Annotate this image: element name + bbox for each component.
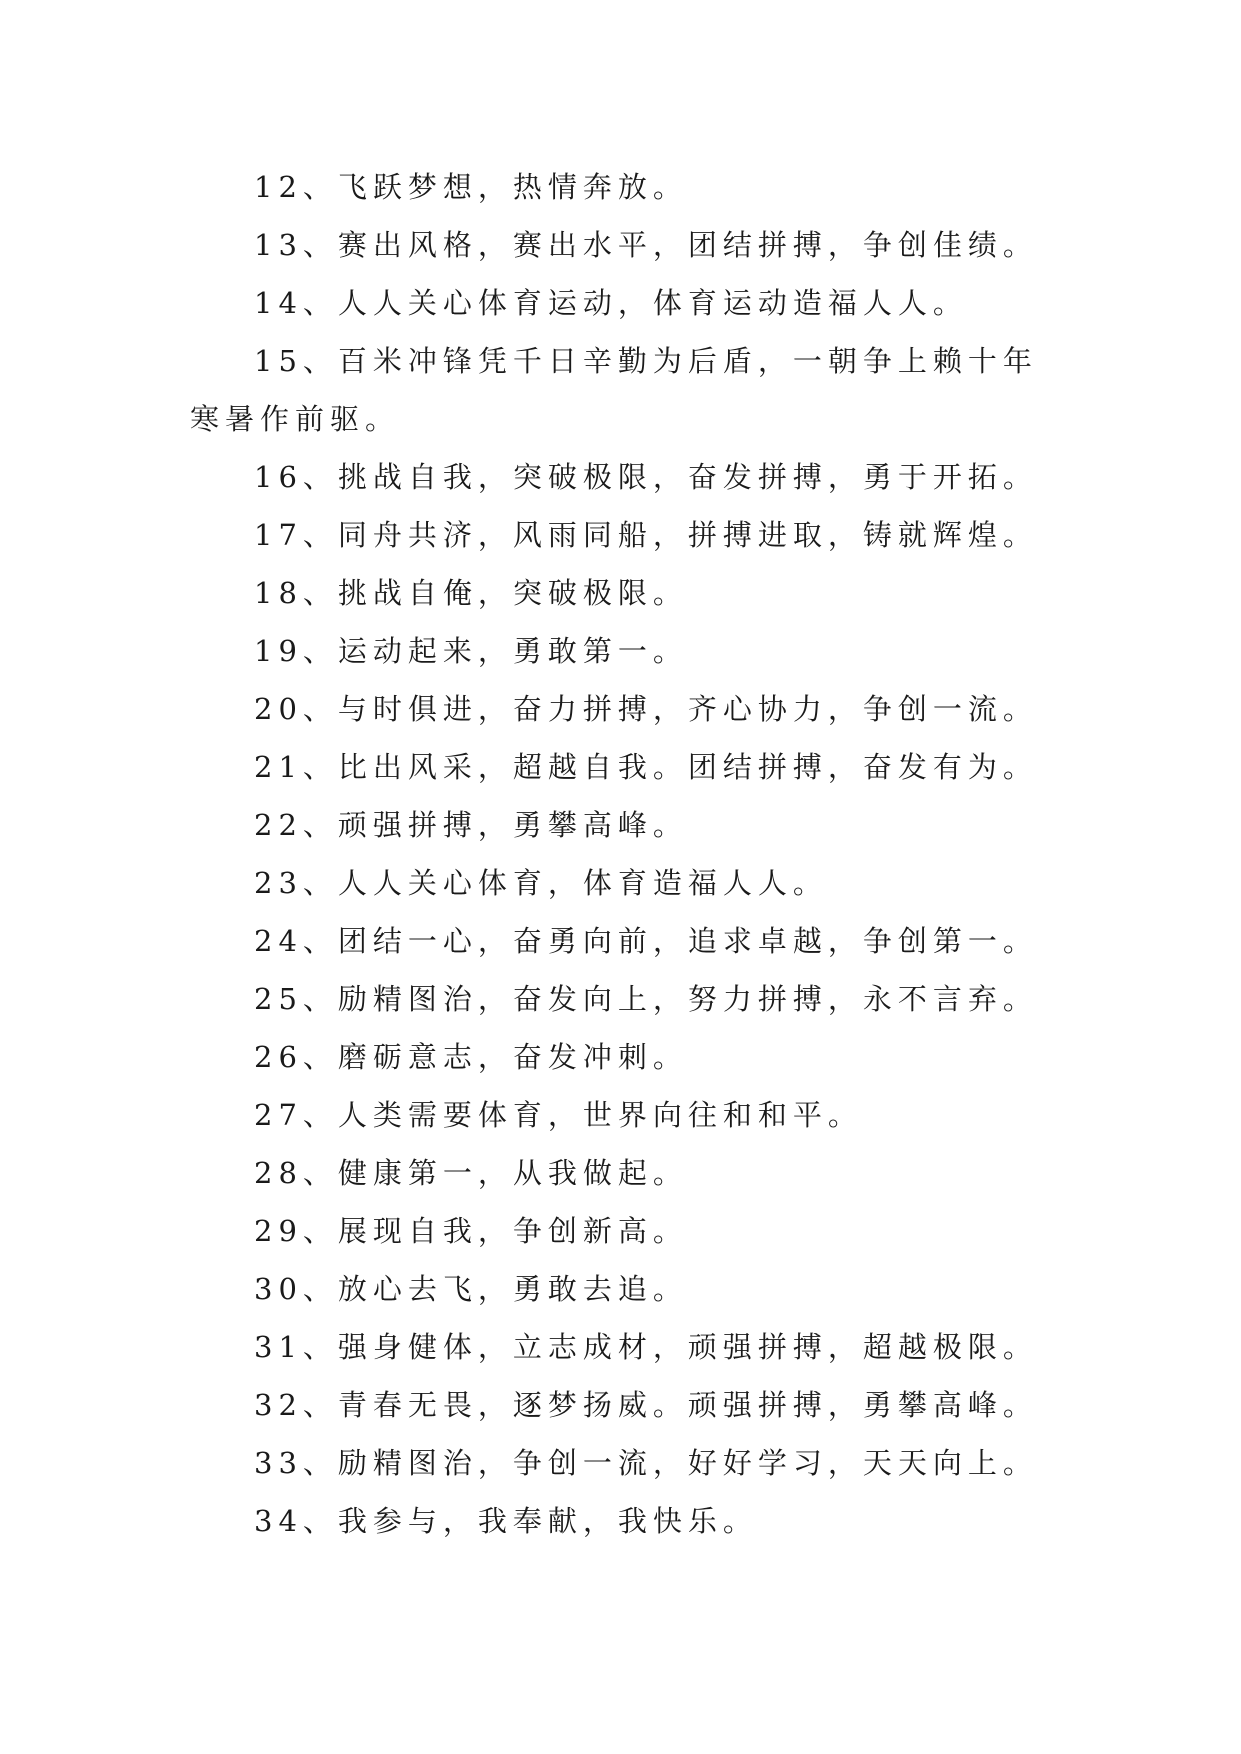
slogan-line: 31、强身健体，立志成材，顽强拼搏，超越极限。 xyxy=(254,1330,1038,1364)
slogan-line: 19、运动起来，勇敢第一。 xyxy=(254,634,688,668)
slogan-line: 28、健康第一，从我做起。 xyxy=(254,1156,688,1190)
slogan-line: 15、百米冲锋凭千日辛勤为后盾，一朝争上赖十年寒暑作前驱。 xyxy=(190,344,1038,436)
slogan-line: 18、挑战自俺，突破极限。 xyxy=(254,576,688,610)
slogan-line: 26、磨砺意志，奋发冲刺。 xyxy=(254,1040,688,1074)
slogan-line: 13、赛出风格，赛出水平，团结拼搏，争创佳绩。 xyxy=(254,228,1038,262)
slogan-line: 23、人人关心体育，体育造福人人。 xyxy=(254,866,828,900)
slogan-line: 16、挑战自我，突破极限，奋发拼搏，勇于开拓。 xyxy=(254,460,1038,494)
slogan-line: 33、励精图治，争创一流，好好学习，天天向上。 xyxy=(254,1446,1038,1480)
slogan-line: 12、飞跃梦想，热情奔放。 xyxy=(254,170,688,204)
slogan-line: 32、青春无畏，逐梦扬威。顽强拼搏，勇攀高峰。 xyxy=(254,1388,1038,1422)
slogan-line: 27、人类需要体育，世界向往和和平。 xyxy=(254,1098,863,1132)
slogan-line: 21、比出风采，超越自我。团结拼搏，奋发有为。 xyxy=(254,750,1038,784)
slogan-line: 29、展现自我，争创新高。 xyxy=(254,1214,688,1248)
slogan-line: 25、励精图治，奋发向上，努力拼搏，永不言弃。 xyxy=(254,982,1038,1016)
slogan-line: 20、与时俱进，奋力拼搏，齐心协力，争创一流。 xyxy=(254,692,1038,726)
slogan-list xyxy=(190,158,1070,1550)
slogan-line: 30、放心去飞，勇敢去追。 xyxy=(254,1272,688,1306)
slogan-line: 24、团结一心，奋勇向前，追求卓越，争创第一。 xyxy=(254,924,1038,958)
slogan-line: 22、顽强拼搏，勇攀高峰。 xyxy=(254,808,688,842)
slogan-line: 17、同舟共济，风雨同船，拼搏进取，铸就辉煌。 xyxy=(254,518,1038,552)
slogan-line: 14、人人关心体育运动，体育运动造福人人。 xyxy=(254,286,968,320)
slogan-line: 34、我参与，我奉献，我快乐。 xyxy=(254,1504,758,1538)
